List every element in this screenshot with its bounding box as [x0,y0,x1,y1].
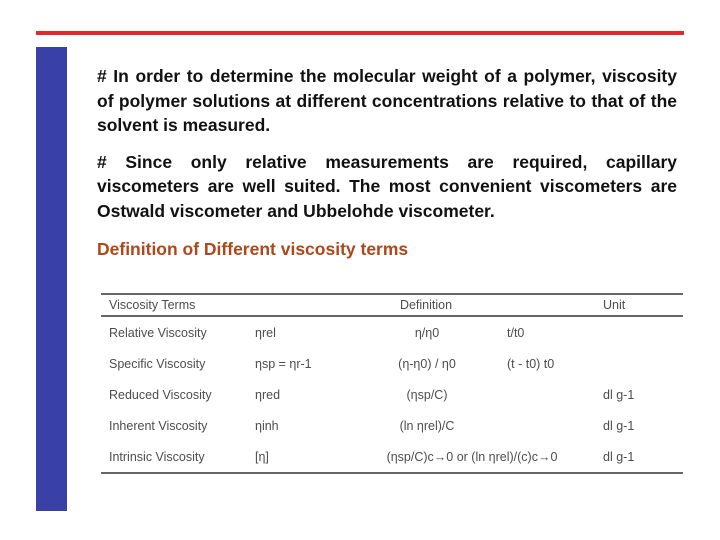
unit-cell: dl g-1 [603,387,635,402]
unit-cell [597,348,683,379]
table-header-row [101,294,683,316]
unit-cell [597,316,683,348]
term-cell: Inherent Viscosity [109,418,208,433]
term-cell: Intrinsic Viscosity [109,449,205,464]
definition-cell: (ln ηrel)/C [399,418,455,433]
slide-content [97,64,677,261]
definition-cell: (ηsp/C)c→0 or (ln ηrel)/(c)c→0 [386,449,558,464]
ratio-cell: (t - t0) t0 [507,356,555,371]
definition-cell: (ηsp/C) [406,387,448,402]
table-row [101,410,683,441]
table-row [101,348,683,379]
header-unit: Unit [603,298,626,312]
symbol-cell: [η] [255,449,269,464]
header-terms: Viscosity Terms [109,298,196,312]
unit-cell: dl g-1 [603,418,635,433]
top-accent-bar [36,31,684,35]
term-cell: Relative Viscosity [109,325,207,340]
table-row [101,316,683,348]
definition-cell: η/η0 [414,325,440,340]
symbol-cell: ηred [255,387,281,402]
symbol-cell: ηinh [255,418,279,433]
side-accent-bar [36,47,67,511]
header-definition: Definition [399,298,453,312]
term-cell: Specific Viscosity [109,356,206,371]
ratio-cell [507,379,597,410]
table-row [101,379,683,410]
ratio-cell: t/t0 [507,325,525,340]
table-row [101,441,683,473]
section-heading: Definition of Different viscosity terms [97,239,409,259]
symbol-cell: ηsp = ηr-1 [255,356,312,371]
symbol-cell: ηrel [255,325,276,340]
unit-cell: dl g-1 [603,449,635,464]
viscosity-terms-table [101,293,683,474]
ratio-cell [507,410,597,441]
paragraph-viscometers: # Since only relative measurements are required, capillary viscometers are well suited. The most convenient viscometers are Ostwald viscometer and Ubbelohde viscometer. [97,151,677,221]
paragraph-molecular-weight: # In order to determine the molecular weight of a polymer, viscosity of polymer solutions at different concentrations relative to that of the solvent is measured. [97,66,677,135]
definition-cell: (η-η0) / η0 [398,356,456,371]
term-cell: Reduced Viscosity [109,387,212,402]
